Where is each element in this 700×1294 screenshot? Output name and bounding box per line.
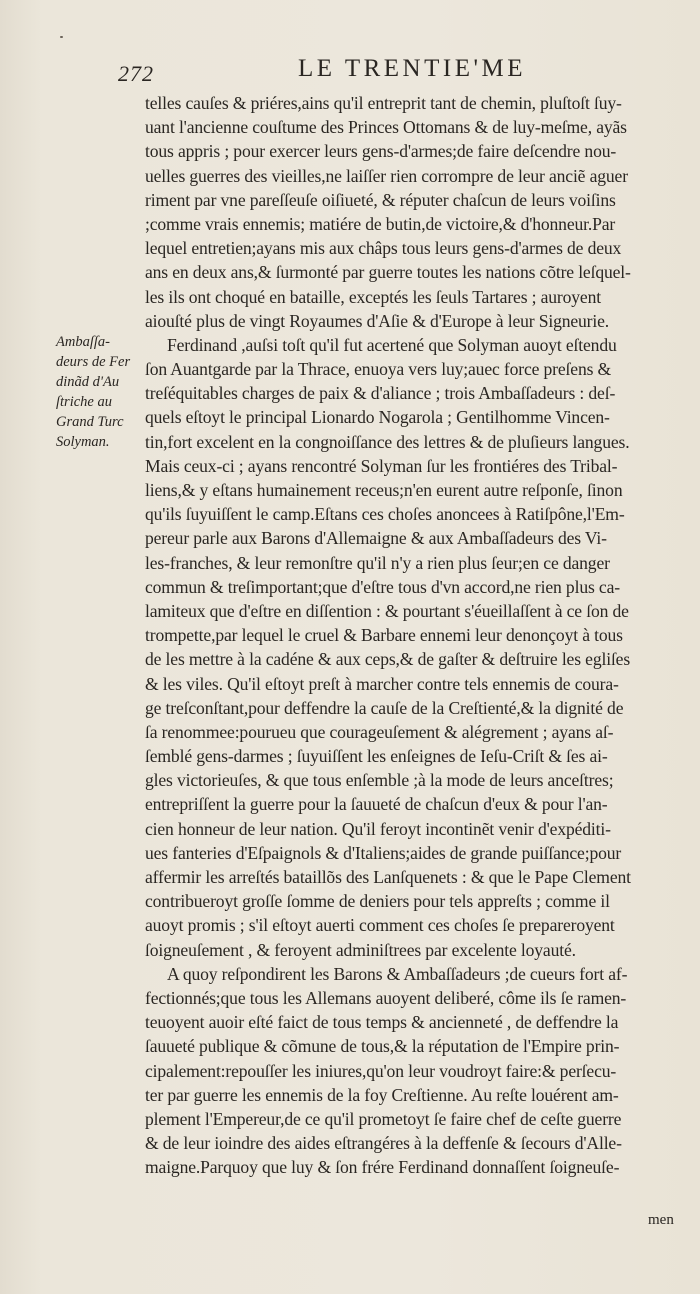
text-line: contribueroyt groſſe ſomme de deniers pour tels appreſts ; comme il <box>145 891 610 912</box>
text-line: gles victorieuſes, & que tous enſemble ;à la mode de leurs anceſtres; <box>145 770 614 791</box>
text-line: entrepriſſent la guerre pour la ſauueté de chaſcun d'eux & pour l'an- <box>145 794 608 815</box>
text-line: treſéquitables charges de paix & d'aliance ; trois Ambaſſadeurs : deſ- <box>145 383 616 404</box>
ink-speck <box>60 36 63 38</box>
text-line: ues fanteries d'Eſpaignols & d'Italiens;aides de grande puiſſance;pour <box>145 842 622 863</box>
text-line: ſon Auantgarde par la Thrace, enuoya vers luy;auec force preſens & <box>145 359 612 380</box>
text-line: trompette,par lequel le cruel & Barbare ennemi leur denonçoyt à tous <box>145 625 623 646</box>
text-line: les ils ont choqué en bataille, exceptés les ſeuls Tartares ; auroyent <box>145 286 601 307</box>
text-line: plement l'Empereur,de ce qu'il prometoyt ſe faire chef de ceſte guerre <box>145 1108 622 1129</box>
text-line: & les viles. Qu'il eſtoyt preſt à marcher contre tels ennemis de coura- <box>145 673 619 694</box>
text-line: tin,fort excelent en la congnoiſſance des lettres & de pluſieurs langues. <box>145 431 630 452</box>
text-line: ge treſconſtant,pour deffendre la cauſe de la Creſtienté,& la dignité de <box>145 697 624 718</box>
text-line: les-franches, & leur remonſtre qu'il n'y a rien plus ſeur;en ce danger <box>145 552 610 573</box>
text-line: uant l'ancienne couſtume des Princes Ottomans & de luy-meſme, ayãs <box>145 117 627 138</box>
text-line: pereur parle aux Barons d'Allemaigne & aux Ambaſſadeurs des Vi- <box>145 528 607 549</box>
text-line: uelles guerres des vieilles,ne laiſſer rien corrompre de leur anciẽ aguer <box>145 165 628 186</box>
text-line: teuoyent auoir eſté faict de tous temps & ancienneté , de deffendre la <box>145 1012 619 1033</box>
text-line: riment par vne pareſſeuſe oiſiueté, & réputer chaſcun de leurs voiſins <box>145 189 616 210</box>
marginal-note-line: Grand Turc <box>56 414 124 430</box>
page-number: 272 <box>118 61 154 86</box>
text-line: Mais ceux-ci ; ayans rencontré Solyman ſur les frontiéres des Tribal- <box>145 455 618 476</box>
text-line: ſauueté publique & cõmune de tous,& la réputation de l'Empire prin- <box>145 1036 620 1057</box>
text-line: lamiteux que d'eſtre en diſſention : & pourtant s'éueillaſſent à ce ſon de <box>145 600 629 621</box>
text-line: ſa renommee:pourueu que courageuſement & alégrement ; ayans aſ- <box>145 721 614 742</box>
text-line: cipalement:repouſſer les iniures,qu'on leur voudroyt faire:& perſecu- <box>145 1060 617 1081</box>
text-line: tous appris ; pour exercer leurs gens-d'armes;de faire deſcendre nou- <box>145 141 617 162</box>
marginal-note-line: dinãd d'Au <box>56 374 120 390</box>
text-line: Ferdinand ,auſsi toſt qu'il fut acertené que Solyman auoyt eſtendu <box>167 334 617 355</box>
text-line: ;comme vrais ennemis; matiére de butin,de victoire,& d'honneur.Par <box>145 213 616 234</box>
text-line: aiouſté plus de vingt Royaumes d'Aſie & d'Europe à leur Signeurie. <box>145 310 610 331</box>
text-line: lequel entretien;ayans mis aux châps tous leurs gens-d'armes de deux <box>145 238 622 259</box>
body-text <box>145 91 685 1179</box>
marginal-note <box>56 332 142 452</box>
running-title: LE TRENTIE'ME <box>298 55 526 82</box>
text-line: de les mettre à la cadéne & aux ceps,& de gaſter & deſtruire les egliſes <box>145 649 631 670</box>
text-line: affermir les arreſtés bataillõs des Lanſquenets : & que le Pape Clement <box>145 867 631 887</box>
text-line: & de leur ioindre des aides eſtrangéres à la deffenſe & ſecours d'Alle- <box>145 1133 622 1154</box>
text-line: cien honneur de leur nation. Qu'il feroyt incontinẽt venir d'expéditi- <box>145 818 611 839</box>
text-line: liens,& y eſtans humainement receus;n'en eurent autre reſponſe, ſinon <box>145 480 623 500</box>
text-line: auoyt promis ; s'il eſtoyt auerti comment ces choſes ſe prepareroyent <box>145 915 615 936</box>
text-line: qu'ils ſuyuiſſent le camp.Eſtans ces choſes anoncees à Ratiſpône,l'Em- <box>145 504 625 525</box>
marginal-note-line: deurs de Fer <box>56 354 131 370</box>
marginal-note-line: Ambaſſa- <box>56 334 110 350</box>
text-line: ans en deux ans,& ſurmonté par guerre toutes les nations cõtre leſquel- <box>145 262 631 283</box>
text-line: maigne.Parquoy que luy & ſon frére Ferdinand donnaſſent ſoigneuſe- <box>145 1157 620 1178</box>
text-line: A quoy reſpondirent les Barons & Ambaſſadeurs ;de cueurs fort af- <box>167 963 628 984</box>
text-line: quels eſtoyt le principal Lionardo Nogarola ; Gentilhomme Vincen- <box>145 407 610 428</box>
marginal-note-line: ſtriche au <box>56 394 112 410</box>
marginal-note-line: Solyman. <box>56 434 110 450</box>
text-line: ſoigneuſement , & feroyent adminiſtrees par excelente loyauté. <box>145 939 576 960</box>
text-line: ter par guerre les ennemis de la foy Creſtienne. Au reſte louérent am- <box>145 1084 619 1105</box>
running-head <box>0 55 700 85</box>
text-line: commun & treſimportant;que d'eſtre tous d'vn accord,ne rien plus ca- <box>145 576 620 597</box>
text-line: ſemblé gens-darmes ; ſuyuiſſent les enſeignes de Ieſu-Criſt & ſes ai- <box>145 746 608 767</box>
text-line: telles cauſes & priéres,ains qu'il entreprit tant de chemin, pluſtoſt ſuy- <box>145 93 622 113</box>
text-line: fectionnés;que tous les Allemans auoyent deliberé, côme ils ſe ramen- <box>145 987 627 1008</box>
catchword: men <box>648 1212 674 1228</box>
